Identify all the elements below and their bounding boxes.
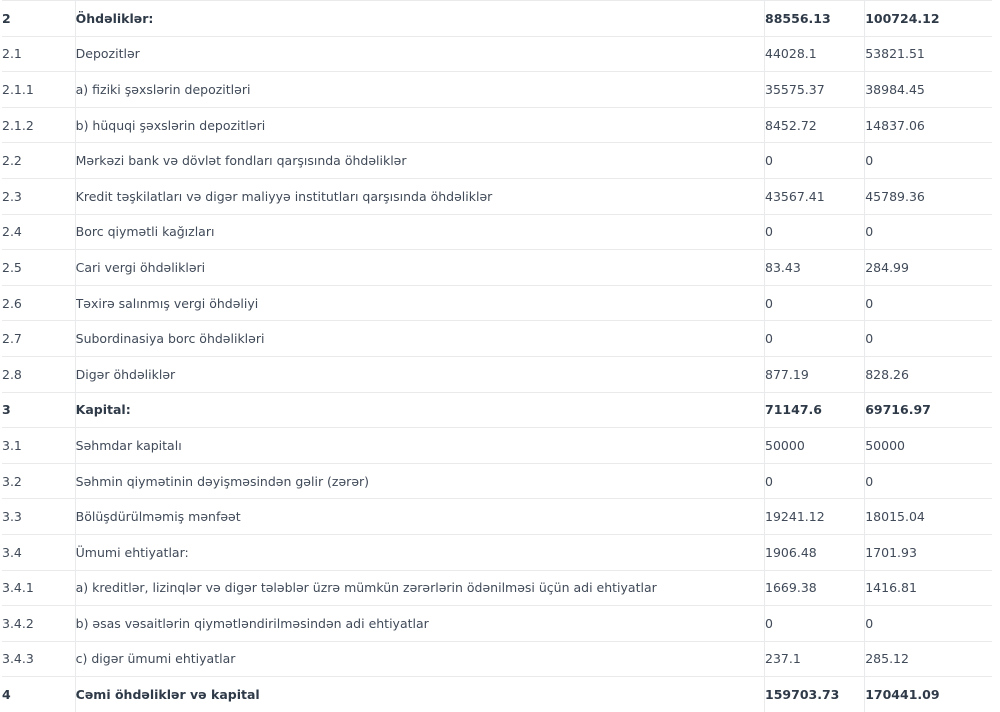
table-row bbox=[2, 428, 992, 464]
row-code: 2.3 bbox=[2, 178, 75, 214]
row-code: 3.1 bbox=[2, 428, 75, 464]
row-label: b) əsas vəsaitlərin qiymətləndirilməsindən adi ehtiyatlar bbox=[75, 606, 764, 642]
table-row bbox=[2, 534, 992, 570]
row-code: 3.4.2 bbox=[2, 606, 75, 642]
table-row bbox=[2, 356, 992, 392]
row-value-1: 0 bbox=[765, 143, 865, 179]
row-label: Depozitlər bbox=[75, 36, 764, 72]
row-code: 3.4 bbox=[2, 534, 75, 570]
row-label: a) fiziki şəxslərin depozitləri bbox=[75, 72, 764, 108]
table-row bbox=[2, 499, 992, 535]
row-code: 2.1 bbox=[2, 36, 75, 72]
row-value-1: 44028.1 bbox=[765, 36, 865, 72]
row-label: Bölüşdürülməmiş mənfəət bbox=[75, 499, 764, 535]
table-row bbox=[2, 463, 992, 499]
row-value-1: 0 bbox=[765, 463, 865, 499]
row-value-1: 43567.41 bbox=[765, 178, 865, 214]
row-code: 2.4 bbox=[2, 214, 75, 250]
row-value-1: 159703.73 bbox=[765, 677, 865, 712]
row-value-1: 8452.72 bbox=[765, 107, 865, 143]
table-row bbox=[2, 321, 992, 357]
row-value-1: 237.1 bbox=[765, 641, 865, 677]
row-code: 2.6 bbox=[2, 285, 75, 321]
row-value-1: 1669.38 bbox=[765, 570, 865, 606]
table-row bbox=[2, 1, 992, 37]
row-value-2: 0 bbox=[865, 143, 992, 179]
row-label: Cəmi öhdəliklər və kapital bbox=[75, 677, 764, 712]
row-value-2: 0 bbox=[865, 321, 992, 357]
table-row bbox=[2, 214, 992, 250]
row-value-2: 0 bbox=[865, 606, 992, 642]
row-value-1: 19241.12 bbox=[765, 499, 865, 535]
row-value-1: 50000 bbox=[765, 428, 865, 464]
row-value-1: 71147.6 bbox=[765, 392, 865, 428]
row-code: 2.7 bbox=[2, 321, 75, 357]
table-row bbox=[2, 36, 992, 72]
row-value-2: 0 bbox=[865, 285, 992, 321]
row-value-2: 284.99 bbox=[865, 250, 992, 286]
row-value-1: 0 bbox=[765, 285, 865, 321]
row-value-1: 0 bbox=[765, 321, 865, 357]
row-value-2: 828.26 bbox=[865, 356, 992, 392]
row-value-2: 0 bbox=[865, 214, 992, 250]
row-label: Cari vergi öhdəlikləri bbox=[75, 250, 764, 286]
row-code: 2.5 bbox=[2, 250, 75, 286]
row-value-2: 1416.81 bbox=[865, 570, 992, 606]
table-row bbox=[2, 606, 992, 642]
row-value-1: 0 bbox=[765, 606, 865, 642]
row-label: Səhmin qiymətinin dəyişməsindən gəlir (zərər) bbox=[75, 463, 764, 499]
row-code: 3 bbox=[2, 392, 75, 428]
row-value-1: 1906.48 bbox=[765, 534, 865, 570]
row-label: Digər öhdəliklər bbox=[75, 356, 764, 392]
row-label: Kredit təşkilatları və digər maliyyə institutları qarşısında öhdəliklər bbox=[75, 178, 764, 214]
table-row bbox=[2, 250, 992, 286]
row-value-2: 18015.04 bbox=[865, 499, 992, 535]
row-code: 2.1.1 bbox=[2, 72, 75, 108]
liabilities-and-capital-table bbox=[2, 0, 992, 712]
row-code: 2.2 bbox=[2, 143, 75, 179]
row-label: a) kreditlər, lizinqlər və digər tələblər üzrə mümkün zərərlərin ödənilməsi üçün adi ehtiyatlar bbox=[75, 570, 764, 606]
row-value-2: 14837.06 bbox=[865, 107, 992, 143]
row-label: Öhdəliklər: bbox=[75, 1, 764, 37]
table-row bbox=[2, 392, 992, 428]
row-label: b) hüquqi şəxslərin depozitləri bbox=[75, 107, 764, 143]
row-value-2: 38984.45 bbox=[865, 72, 992, 108]
row-value-2: 100724.12 bbox=[865, 1, 992, 37]
row-value-1: 35575.37 bbox=[765, 72, 865, 108]
row-code: 4 bbox=[2, 677, 75, 712]
row-code: 2.8 bbox=[2, 356, 75, 392]
row-value-2: 45789.36 bbox=[865, 178, 992, 214]
row-label: c) digər ümumi ehtiyatlar bbox=[75, 641, 764, 677]
row-value-2: 285.12 bbox=[865, 641, 992, 677]
row-value-2: 0 bbox=[865, 463, 992, 499]
row-value-2: 69716.97 bbox=[865, 392, 992, 428]
table-row bbox=[2, 143, 992, 179]
table-row bbox=[2, 72, 992, 108]
row-code: 2 bbox=[2, 1, 75, 37]
row-code: 2.1.2 bbox=[2, 107, 75, 143]
row-value-2: 170441.09 bbox=[865, 687, 940, 703]
row-code: 3.3 bbox=[2, 499, 75, 535]
row-label: Ümumi ehtiyatlar: bbox=[75, 534, 764, 570]
table-row bbox=[2, 570, 992, 606]
row-label: Mərkəzi bank və dövlət fondları qarşısında öhdəliklər bbox=[75, 143, 764, 179]
row-label: Borc qiymətli kağızları bbox=[75, 214, 764, 250]
row-value-2: 1701.93 bbox=[865, 534, 992, 570]
table-row bbox=[2, 285, 992, 321]
row-value-1: 83.43 bbox=[765, 250, 865, 286]
row-code: 3.2 bbox=[2, 463, 75, 499]
table-body bbox=[2, 1, 992, 712]
table-row bbox=[2, 178, 992, 214]
row-label: Təxirə salınmış vergi öhdəliyi bbox=[75, 285, 764, 321]
table-row bbox=[2, 107, 992, 143]
row-label: Kapital: bbox=[75, 392, 764, 428]
row-label: Subordinasiya borc öhdəlikləri bbox=[75, 321, 764, 357]
row-value-1: 88556.13 bbox=[765, 1, 865, 37]
row-code: 3.4.3 bbox=[2, 641, 75, 677]
row-value-2: 53821.51 bbox=[865, 36, 992, 72]
table-row bbox=[2, 677, 992, 712]
table-row bbox=[2, 641, 992, 677]
row-value-1: 877.19 bbox=[765, 356, 865, 392]
row-value-1: 0 bbox=[765, 214, 865, 250]
row-code: 3.4.1 bbox=[2, 570, 75, 606]
row-value-2: 50000 bbox=[865, 428, 992, 464]
row-label: Səhmdar kapitalı bbox=[75, 428, 764, 464]
